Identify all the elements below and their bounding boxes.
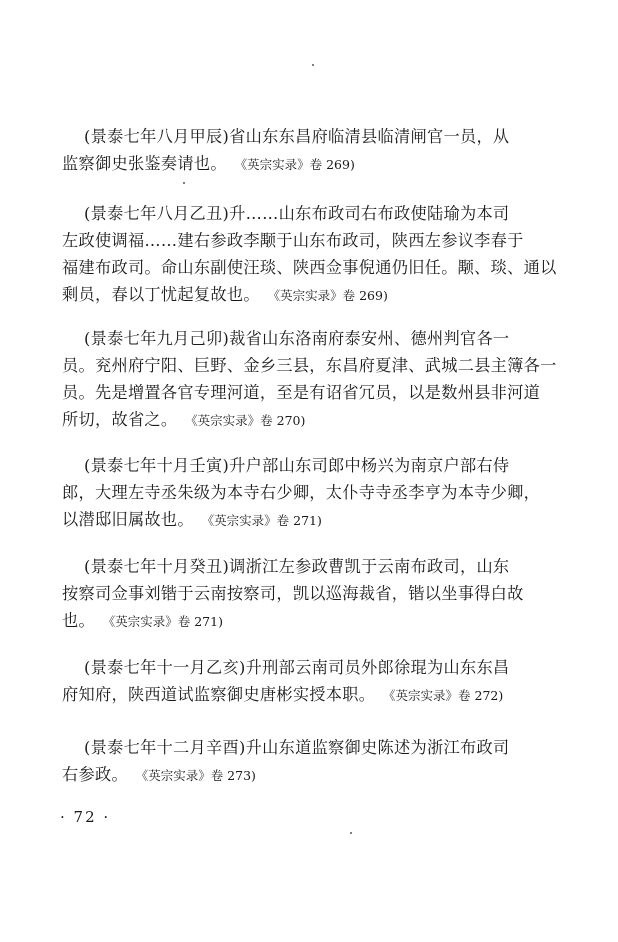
entry-line [62,506,524,534]
scan-speck [350,832,352,834]
scan-speck [312,64,314,66]
scan-speck [183,182,185,184]
entry-line: (景泰七年十月癸丑)调浙江左参政曹凯于云南布政司，山东 [84,557,510,576]
citation: 《英宗实录》卷 269) [240,157,355,172]
record-entry-3 [62,325,557,434]
entry-line: (景泰七年十二月辛酉)升山东道监察御史陈述为浙江布政司 [84,738,510,757]
record-entry-7 [62,734,524,789]
entry-line [62,607,524,635]
entry-line-text: 剩员，春以丁忧起复故也。 [62,285,260,304]
entry-line-text: 右参政。 [62,765,128,784]
entry-line-text: 府知府，陕西道试监察御史唐彬实授本职。 [62,685,376,704]
entry-line: 福建布政司。命山东副使汪琰、陕西佥事倪通仍旧任。颙、琰、通以 [62,258,557,277]
entry-line: 左政使调福……建右参政李颙于山东布政司，陕西左参议李春于 [62,231,524,250]
entry-line [62,281,524,309]
citation: 《英宗实录》卷 271) [108,614,223,629]
entry-line: (景泰七年十一月乙亥)升刑部云南司员外郎徐琨为山东东昌 [84,658,510,677]
entry-line-text: 以潜邸旧属故也。 [62,510,194,529]
entry-line [62,681,524,709]
entry-line: 员。兖州府宁阳、巨野、金乡三县，东昌府夏津、武城二县主簿各一 [62,356,557,375]
entry-line: (景泰七年八月甲辰)省山东东昌府临清县临清闸官一员，从 [84,127,510,146]
citation: 《英宗实录》卷 271) [207,513,322,528]
entry-line [62,406,524,434]
record-entry-4 [62,452,541,534]
record-entry-6 [62,654,524,709]
record-entry-1 [62,123,524,178]
entry-line [62,150,524,178]
entry-line: 员。先是增置各官专理河道，至是有诏省冗员，以是数州县非河道 [62,383,541,402]
citation: 《英宗实录》卷 270) [191,413,306,428]
entry-line: 郎，大理左寺丞朱级为本寺右少卿，太仆寺寺丞李亨为本寺少卿， [62,483,541,502]
entry-line-text: 所切，故省之。 [62,410,178,429]
citation: 《英宗实录》卷 273) [141,768,256,783]
entry-line: (景泰七年十月壬寅)升户部山东司郎中杨兴为南京户部右侍 [84,456,510,475]
citation: 《英宗实录》卷 269) [273,288,388,303]
citation: 《英宗实录》卷 272) [389,688,504,703]
entry-line: (景泰七年九月己卯)裁省山东洛南府泰安州、德州判官各一 [84,329,510,348]
entry-line-text: 监察御史张鉴奏请也。 [62,154,227,173]
record-entry-2 [62,200,557,309]
entry-line: 按察司佥事刘锴于云南按察司，凯以巡海裁省，锴以坐事得白故 [62,584,524,603]
page-number: · 72 · [60,808,111,826]
entry-line [62,761,524,789]
entry-line-text: 也。 [62,611,95,630]
entry-line: (景泰七年八月乙丑)升……山东布政司右布政使陆瑜为本司 [84,204,510,223]
record-entry-5 [62,553,524,635]
